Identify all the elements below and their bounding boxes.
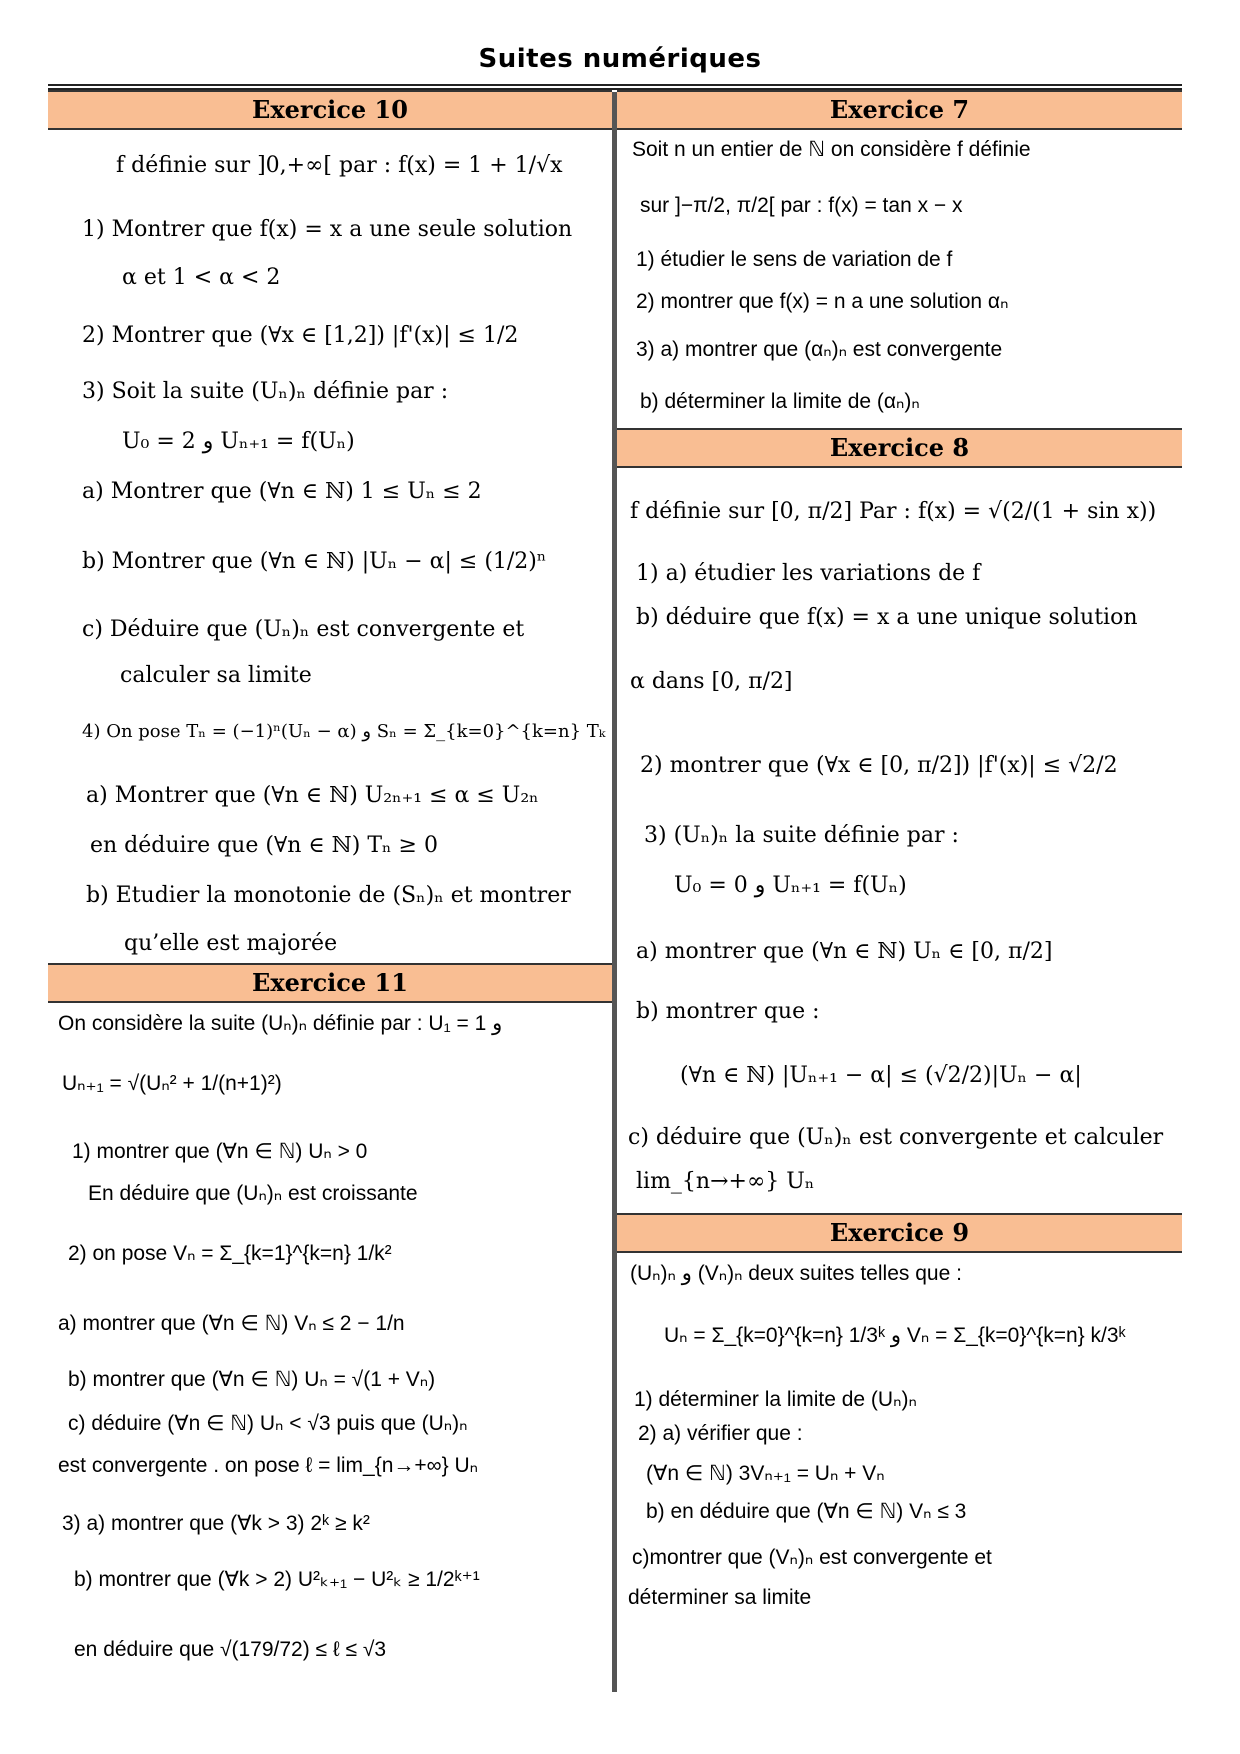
header-exercice-11: Exercice 11 bbox=[48, 963, 612, 1003]
ex8-line: f définie sur [0, π/2] Par : f(x) = √(2/(1 + sin x)) bbox=[630, 499, 1157, 524]
ex10-line: a) Montrer que (∀n ∈ ℕ) 1 ≤ Uₙ ≤ 2 bbox=[82, 479, 482, 504]
ex10-line: b) Etudier la monotonie de (Sₙ)ₙ et montrer bbox=[86, 883, 571, 908]
header-exercice-10: Exercice 10 bbox=[48, 90, 612, 130]
ex10-line: 1) Montrer que f(x) = x a une seule solution bbox=[82, 217, 573, 242]
ex7-line: 3) a) montrer que (αₙ)ₙ est convergente bbox=[636, 338, 1003, 361]
ex9-line: (Uₙ)ₙ و (Vₙ)ₙ deux suites telles que : bbox=[630, 1262, 962, 1285]
ex8-line: U₀ = 0 و Uₙ₊₁ = f(Uₙ) bbox=[674, 873, 907, 898]
ex11-line: b) montrer que (∀n ∈ ℕ) Uₙ = √(1 + Vₙ) bbox=[68, 1368, 436, 1391]
page-title: Suites numériques bbox=[478, 44, 762, 74]
ex10-line: 2) Montrer que (∀x ∈ [1,2]) |f'(x)| ≤ 1/2 bbox=[82, 323, 519, 348]
ex11-line: 2) on pose Vₙ = Σ_{k=1}^{k=n} 1/k² bbox=[68, 1242, 392, 1265]
header-exercice-9: Exercice 9 bbox=[617, 1213, 1182, 1253]
column-separator bbox=[612, 92, 617, 1692]
ex11-line: 1) montrer que (∀n ∈ ℕ) Uₙ > 0 bbox=[72, 1140, 368, 1163]
ex7-line: sur ]−π/2, π/2[ par : f(x) = tan x − x bbox=[640, 194, 963, 217]
ex9-line: 2) a) vérifier que : bbox=[638, 1422, 803, 1445]
ex11-line: On considère la suite (Uₙ)ₙ définie par : U₁ = 1 و bbox=[58, 1012, 503, 1035]
ex11-line: En déduire que (Uₙ)ₙ est croissante bbox=[88, 1182, 418, 1205]
ex10-line: f définie sur ]0,+∞[ par : f(x) = 1 + 1/√x bbox=[116, 153, 563, 178]
ex8-line: c) déduire que (Uₙ)ₙ est convergente et calculer bbox=[628, 1125, 1164, 1150]
ex10-line: en déduire que (∀n ∈ ℕ) Tₙ ≥ 0 bbox=[90, 833, 438, 858]
ex10-line: calculer sa limite bbox=[120, 663, 312, 688]
ex9-line: (∀n ∈ ℕ) 3Vₙ₊₁ = Uₙ + Vₙ bbox=[646, 1462, 885, 1485]
ex7-line: Soit n un entier de ℕ on considère f définie bbox=[632, 138, 1031, 161]
header-exercice-7: Exercice 7 bbox=[617, 90, 1182, 130]
ex7-line: b) déterminer la limite de (αₙ)ₙ bbox=[640, 390, 920, 413]
ex10-line: 3) Soit la suite (Uₙ)ₙ définie par : bbox=[82, 379, 449, 404]
ex10-line: b) Montrer que (∀n ∈ ℕ) |Uₙ − α| ≤ (1/2)ⁿ bbox=[82, 549, 547, 574]
ex10-line: a) Montrer que (∀n ∈ ℕ) U₂ₙ₊₁ ≤ α ≤ U₂ₙ bbox=[86, 783, 539, 808]
ex8-line: 3) (Uₙ)ₙ la suite définie par : bbox=[644, 823, 959, 848]
ex7-line: 1) étudier le sens de variation de f bbox=[636, 248, 953, 271]
ex9-line: b) en déduire que (∀n ∈ ℕ) Vₙ ≤ 3 bbox=[646, 1500, 967, 1523]
ex10-line: c) Déduire que (Uₙ)ₙ est convergente et bbox=[82, 617, 525, 642]
ex8-line: a) montrer que (∀n ∈ ℕ) Uₙ ∈ [0, π/2] bbox=[636, 939, 1053, 964]
ex11-line: c) déduire (∀n ∈ ℕ) Uₙ < √3 puis que (Uₙ)ₙ bbox=[68, 1412, 468, 1435]
ex11-line: b) montrer que (∀k > 2) U²ₖ₊₁ − U²ₖ ≥ 1/2ᵏ⁺¹ bbox=[74, 1568, 480, 1591]
ex8-line: b) montrer que : bbox=[636, 999, 820, 1024]
ex9-line: déterminer sa limite bbox=[628, 1586, 812, 1609]
ex9-line: Uₙ = Σ_{k=0}^{k=n} 1/3ᵏ و Vₙ = Σ_{k=0}^{k=n} k/3ᵏ bbox=[664, 1324, 1126, 1347]
ex11-line: a) montrer que (∀n ∈ ℕ) Vₙ ≤ 2 − 1/n bbox=[58, 1312, 405, 1335]
ex8-line: 1) a) étudier les variations de f bbox=[636, 561, 981, 586]
ex11-line: Uₙ₊₁ = √(Uₙ² + 1/(n+1)²) bbox=[62, 1072, 282, 1095]
ex10-line: α et 1 < α < 2 bbox=[122, 265, 281, 290]
ex11-line: 3) a) montrer que (∀k > 3) 2ᵏ ≥ k² bbox=[62, 1512, 370, 1535]
ex9-line: 1) déterminer la limite de (Uₙ)ₙ bbox=[634, 1388, 917, 1411]
ex11-line: en déduire que √(179/72) ≤ ℓ ≤ √3 bbox=[74, 1638, 387, 1661]
ex8-line: α dans [0, π/2] bbox=[630, 669, 793, 694]
ex8-line: b) déduire que f(x) = x a une unique solution bbox=[636, 605, 1138, 630]
ex10-line: 4) On pose Tₙ = (−1)ⁿ(Uₙ − α) و Sₙ = Σ_{k=0}^{k=n} Tₖ bbox=[82, 721, 606, 742]
ex8-line: (∀n ∈ ℕ) |Uₙ₊₁ − α| ≤ (√2/2)|Uₙ − α| bbox=[680, 1063, 1082, 1088]
ex8-line: 2) montrer que (∀x ∈ [0, π/2]) |f'(x)| ≤ √2/2 bbox=[640, 753, 1118, 778]
ex11-line: est convergente . on pose ℓ = lim_{n→+∞} Uₙ bbox=[58, 1454, 479, 1477]
ex10-line: U₀ = 2 و Uₙ₊₁ = f(Uₙ) bbox=[122, 429, 355, 454]
ex8-line: lim_{n→+∞} Uₙ bbox=[636, 1169, 815, 1194]
ex10-line: qu’elle est majorée bbox=[124, 931, 338, 956]
ex9-line: c)montrer que (Vₙ)ₙ est convergente et bbox=[632, 1546, 992, 1569]
ex7-line: 2) montrer que f(x) = n a une solution αₙ bbox=[636, 290, 1009, 313]
header-exercice-8: Exercice 8 bbox=[617, 428, 1182, 468]
